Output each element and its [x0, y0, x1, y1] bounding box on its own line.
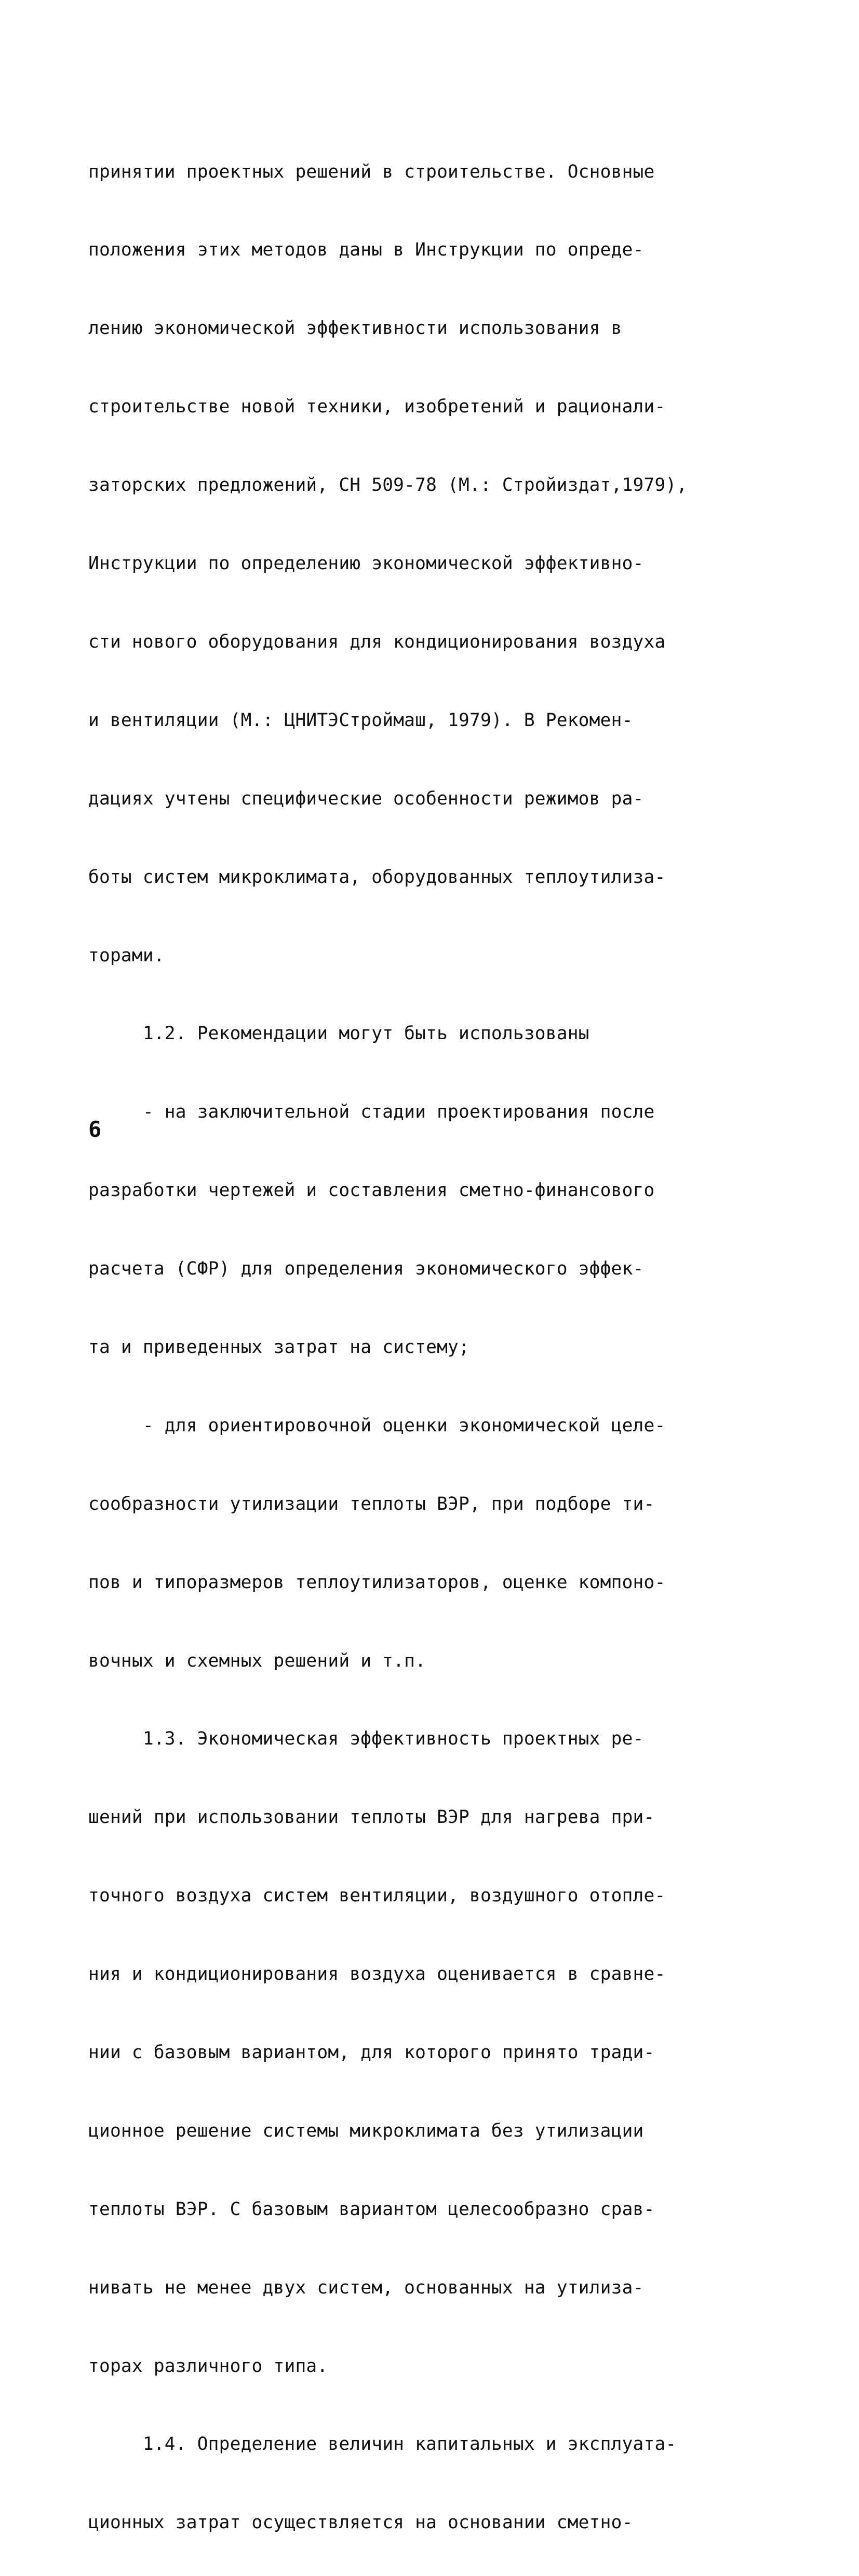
text-line: пов и типоразмеров теплоутилизаторов, оценке компоно-	[88, 1572, 666, 1593]
text-line: вочных и схемных решений и т.п.	[88, 1650, 426, 1671]
text-line: ционное решение системы микроклимата без утилизации	[88, 2120, 644, 2141]
text-line: разработки чертежей и составления сметно-финансового	[88, 1180, 655, 1201]
text-line: дациях учтены специфические особенности режимов ра-	[88, 788, 644, 809]
text-line: расчета (СФР) для определения экономического эффек-	[88, 1258, 644, 1280]
text-line: нии с базовым вариантом, для которого принято тради-	[88, 2042, 655, 2063]
text-line: заторских предложений, СН 509-78 (М.: Стройиздат,1979),	[88, 475, 688, 496]
body-text	[88, 106, 774, 2576]
text-line: точного воздуха систем вентиляции, воздушного отопле-	[88, 1885, 666, 1907]
text-line: ния и кондиционирования воздуха оценивается в сравне-	[88, 1964, 666, 1985]
paragraph-1-3-heading: 1.3. Экономическая эффективность проектных ре-	[88, 1728, 644, 1750]
page-number: 6	[88, 1117, 102, 1142]
text-line: ционных затрат осуществляется на основании сметно-	[88, 2512, 633, 2533]
text-line: лению экономической эффективности использования в	[88, 318, 622, 339]
text-line: та и приведенных затрат на систему;	[88, 1336, 469, 1358]
text-line: шений при использовании теплоты ВЭР для нагрева при-	[88, 1807, 655, 1828]
text-line: принятии проектных решений в строительстве. Основные	[88, 161, 655, 182]
text-line: сти нового оборудования для кондиционирования воздуха	[88, 631, 666, 652]
text-line: положения этих методов даны в Инструкции по опреде-	[88, 239, 644, 261]
text-line: нивать не менее двух систем, основанных на утилиза-	[88, 2277, 644, 2298]
text-line: сообразности утилизации теплоты ВЭР, при подборе ти-	[88, 1493, 655, 1514]
text-line: и вентиляции (М.: ЦНИТЭСтроймаш, 1979). В Рекомен-	[88, 709, 633, 731]
text-line: Инструкции по определению экономической эффективно-	[88, 553, 644, 574]
text-line: теплоты ВЭР. С базовым вариантом целесообразно срав-	[88, 2198, 655, 2220]
text-line: торами.	[88, 945, 165, 966]
text-line: - для ориентировочной оценки экономической целе-	[88, 1415, 666, 1436]
text-line: боты систем микроклимата, оборудованных теплоутилиза-	[88, 866, 666, 888]
text-line: торах различного типа.	[88, 2355, 328, 2377]
text-line: строительстве новой техники, изобретений и рационали-	[88, 396, 666, 418]
paragraph-1-4-heading: 1.4. Определение величин капитальных и эксплуата-	[88, 2434, 677, 2455]
text-line: - на заключительной стадии проектирования после	[88, 1102, 655, 1123]
paragraph-1-2-heading: 1.2. Рекомендации могут быть использованы	[88, 1023, 589, 1044]
